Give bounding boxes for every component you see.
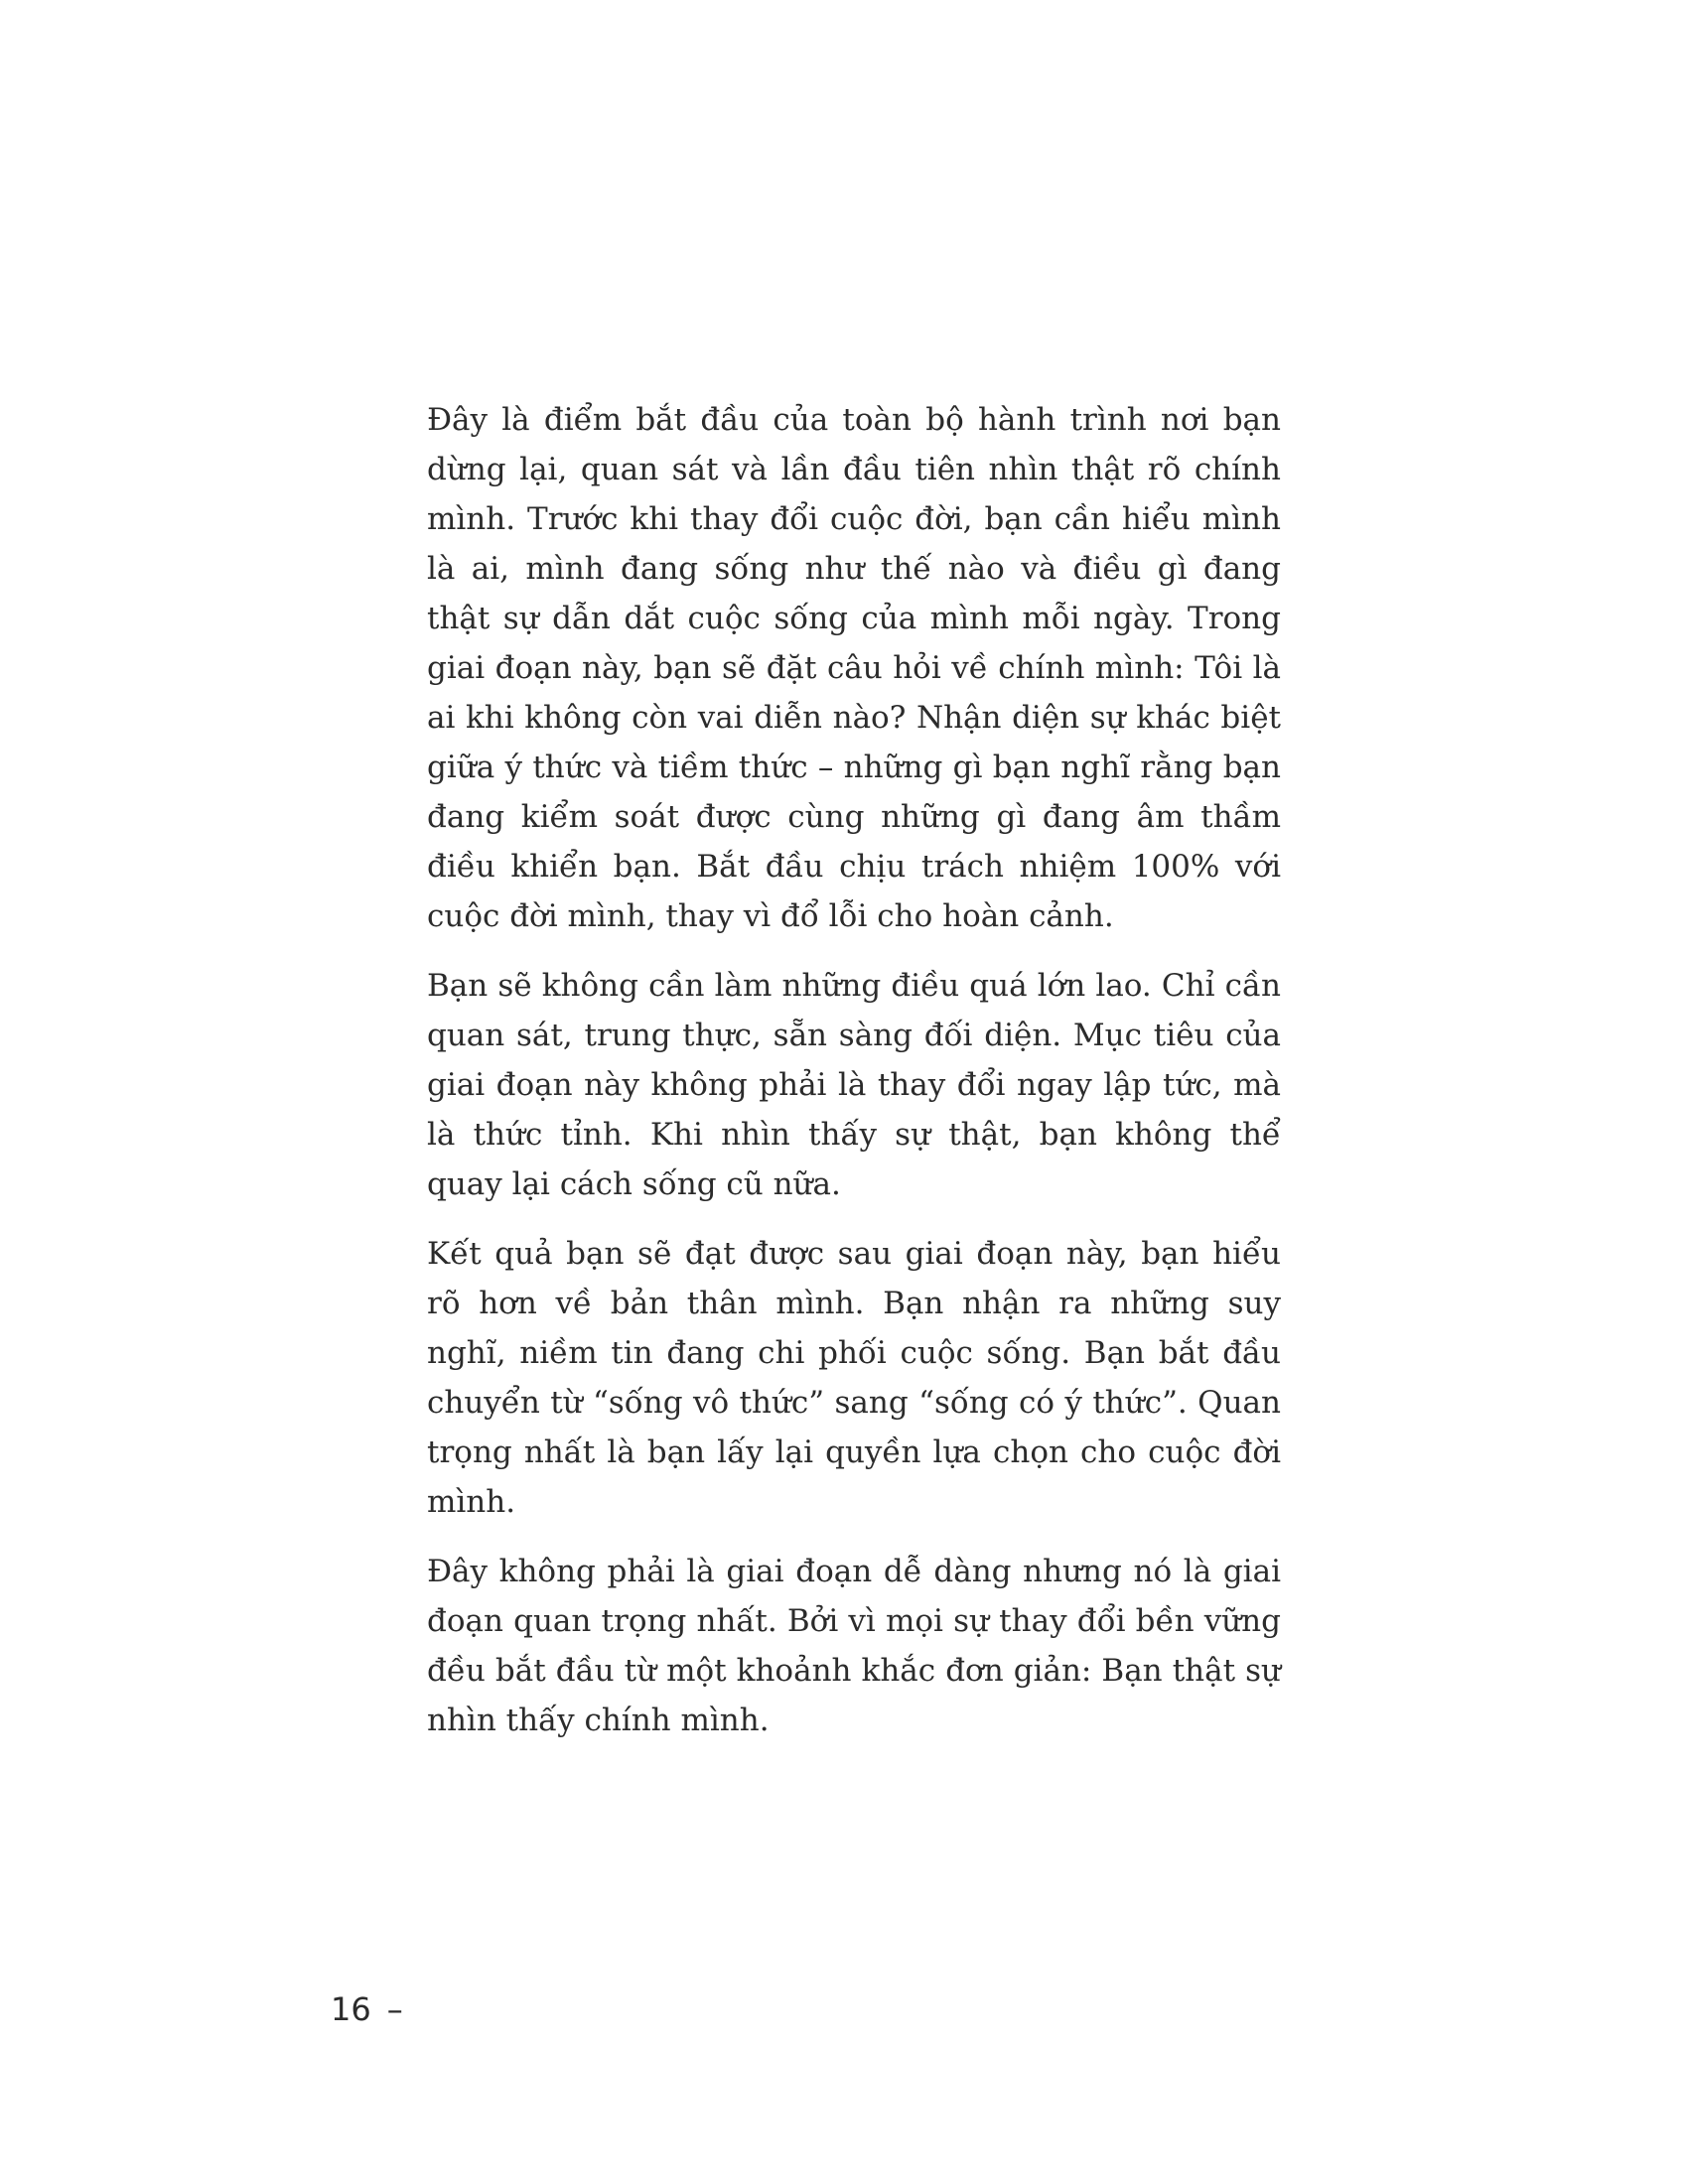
page-number: 16 bbox=[331, 1990, 371, 2028]
paragraph-1: Đây là điểm bắt đầu của toàn bộ hành trình nơi bạn dừng lại, quan sát và lần đầu tiên nhìn thật rõ chính mình. Trước khi thay đổi cuộc đời, bạn cần hiểu mình là ai, mình đang sống như thế nào và điều gì đang thật sự dẫn dắt cuộc sống của mình mỗi ngày. Trong giai đoạn này, bạn sẽ đặt câu hỏi về chính mình: Tôi là ai khi không còn vai diễn nào? Nhận diện sự khác biệt giữa ý thức và tiềm thức – những gì bạn nghĩ rằng bạn đang kiểm soát được cùng những gì đang âm thầm điều khiển bạn. Bắt đầu chịu trách nhiệm 100% với cuộc đời mình, thay vì đổ lỗi cho hoàn cảnh. bbox=[427, 402, 1281, 934]
paragraph-2: Bạn sẽ không cần làm những điều quá lớn lao. Chỉ cần quan sát, trung thực, sẵn sàng đối diện. Mục tiêu của giai đoạn này không phải là thay đổi ngay lập tức, mà là thức tỉnh. Khi nhìn thấy sự thật, bạn không thể quay lại cách sống cũ nữa. bbox=[427, 968, 1281, 1202]
paragraph-4: Đây không phải là giai đoạn dễ dàng nhưng nó là giai đoạn quan trọng nhất. Bởi vì mọi sự thay đổi bền vững đều bắt đầu từ một khoảnh khắc đơn giản: Bạn thật sự nhìn thấy chính mình. bbox=[427, 1554, 1281, 1738]
page-footer bbox=[331, 1989, 403, 2029]
paragraph-3: Kết quả bạn sẽ đạt được sau giai đoạn này, bạn hiểu rõ hơn về bản thân mình. Bạn nhận ra những suy nghĩ, niềm tin đang chi phối cuộc sống. Bạn bắt đầu chuyển từ “sống vô thức” sang “sống có ý thức”. Quan trọng nhất là bạn lấy lại quyền lựa chọn cho cuộc đời mình. bbox=[427, 1236, 1281, 1520]
footer-separator: – bbox=[386, 1990, 403, 2028]
body-text bbox=[427, 395, 1281, 1765]
